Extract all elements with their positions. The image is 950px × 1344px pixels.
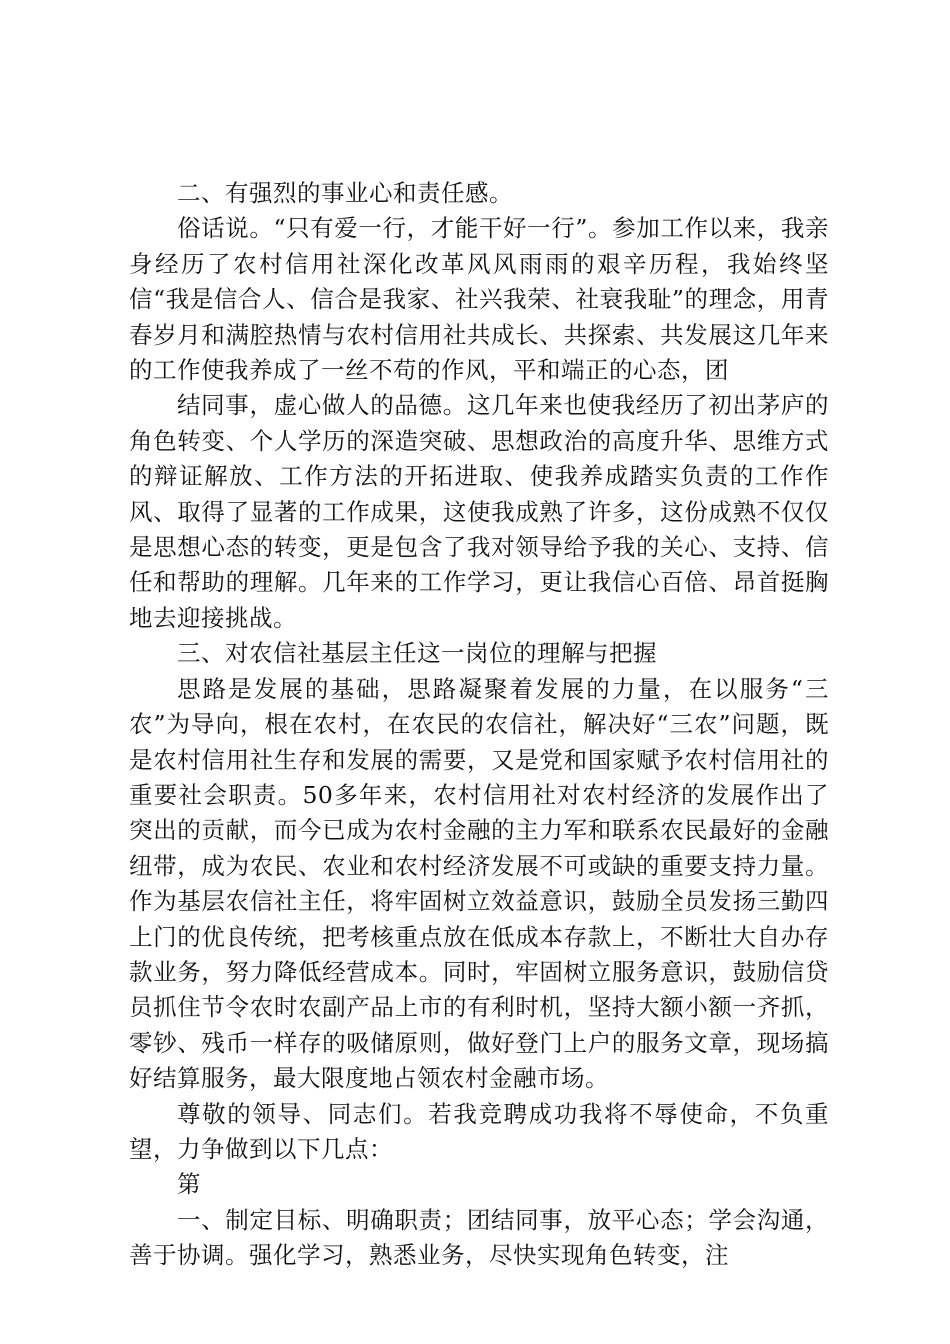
list-marker: 第: [177, 1170, 201, 1199]
body-paragraph: 俗话说。“只有爱一行，才能干好一行”。参加工作以来，我亲身经历了农村信用社深化改革风风雨雨的艰辛历程，我始终坚信“我是信合人、信合是我家、社兴我荣、社衰我耻”的理念，用青春岁月和满腔热情与农村信用社共成长、共探索、共发展这几年来的工作使我养成了一丝不苟的作风，平和端正的心态，团: [129, 214, 829, 385]
section-heading-three: 三、对农信社基层主任这一岗位的理解与把握: [177, 639, 657, 668]
document-body: [129, 176, 829, 1274]
section-heading-two: 二、有强烈的事业心和责任感。: [177, 179, 513, 207]
body-paragraph: 结同事，虚心做人的品德。这几年来也使我经历了初出茅庐的角色转变、个人学历的深造突破、思想政治的高度升华、思维方式的辩证解放、工作方法的开拓进取、使我养成踏实负责的工作作风、取得了显著的工作成果，这使我成熟了许多，这份成熟不仅仅是思想心态的转变，更是包含了我对领导给予我的关心、支持、信任和帮助的理解。几年来的工作学习，更让我信心百倍、昂首挺胸地去迎接挑战。: [129, 391, 829, 632]
body-paragraph: 尊敬的领导、同志们。若我竞聘成功我将不辱使命，不负重望，力争做到以下几点：: [129, 1099, 829, 1163]
body-paragraph: 思路是发展的基础，思路凝聚着发展的力量，在以服务“三农”为导向，根在农村，在农民的农信社，解决好“三农”问题，既是农村信用社生存和发展的需要，又是党和国家赋予农村信用社的重要社会职责。50多年来，农村信用社对农村经济的发展作出了突出的贡献，而今已成为农村金融的主力军和联系农民最好的金融纽带，成为农民、农业和农村经济发展不可或缺的重要支持力量。作为基层农信社主任，将牢固树立效益意识，鼓励全员发扬三勤四上门的优良传统，把考核重点放在低成本存款上，不断壮大自办存款业务，努力降低经营成本。同时，牢固树立服务意识，鼓励信贷员抓住节令农时农副产品上市的有利时机，坚持大额小额一齐抓，零钞、残币一样存的吸储原则，做好登门上户的服务文章，现场搞好结算服务，最大限度地占领农村金融市场。: [129, 674, 829, 1093]
body-paragraph: 一、制定目标、明确职责；团结同事，放平心态；学会沟通，善于协调。强化学习，熟悉业务，尽快实现角色转变，注: [129, 1205, 829, 1270]
